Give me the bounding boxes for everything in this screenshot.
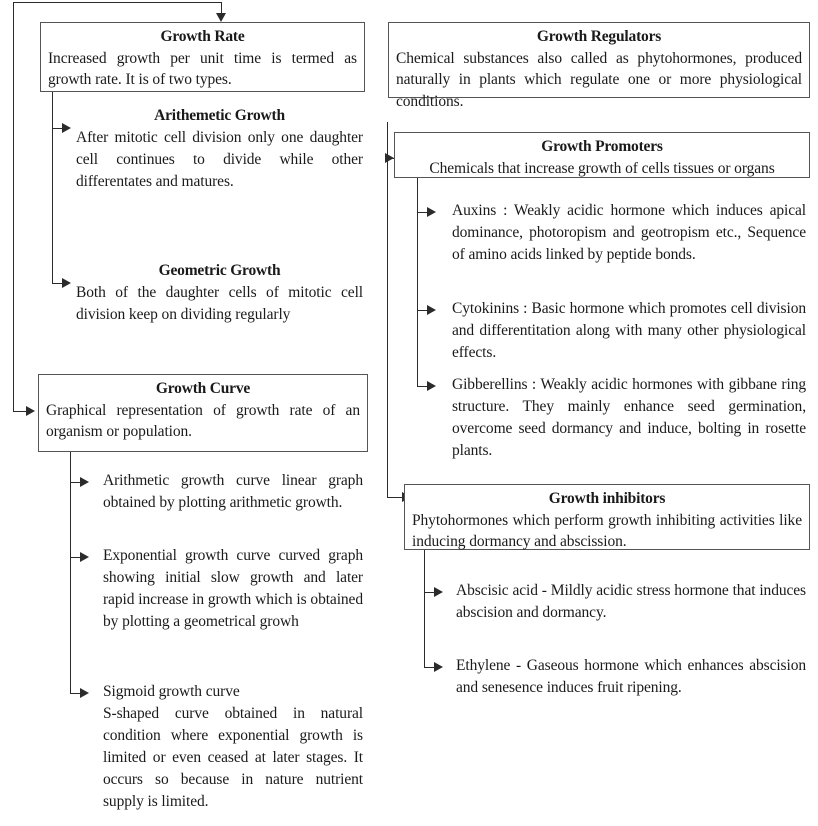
box-growth-rate[interactable] [40,22,365,92]
block-geometric-growth[interactable] [76,261,363,326]
growth-curve-body: Graphical representation of growth rate of an organism or population. [46,401,360,441]
list-item-ethylene[interactable] [456,655,806,699]
ethylene-text: Ethylene - Gaseous hormone which enhances abscision and senesence induces fruit ripening. [456,657,806,696]
arrow-into-arithemetic-growth [62,123,71,133]
growth-inhibitors-body: Phytohormones which perform growth inhibiting activities like inducing dormancy and abscission. [412,511,802,551]
arrow-into-ethylene [434,662,443,672]
arrow-into-sigmoid-curve [80,688,89,698]
arrow-into-arithmetic-curve [80,477,89,487]
list-item-sigmoid-growth-curve[interactable] [103,681,363,813]
list-item-exponential-growth-curve[interactable] [103,545,363,633]
growth-rate-branch-trunk [52,92,53,283]
growth-inhibitors-title: Growth inhibitors [548,490,666,507]
growth-rate-title: Growth Rate [160,28,245,45]
list-item-arithmetic-growth-curve[interactable] [103,470,363,514]
arrow-into-growth-curve [26,406,35,416]
arrow-into-exponential-curve [80,552,89,562]
regulators-spine-vertical [387,122,388,497]
exponential-growth-curve-text: Exponential growth curve curved graph showing initial slow growth and later rapid increase in growth which is obtained by plotting a geometrical growh [103,547,363,630]
list-item-gibberellins[interactable] [452,374,806,462]
cytokinins-text: Cytokinins : Basic hormone which promotes cell division and differentitation along with many other physiological effects. [452,300,806,361]
box-growth-inhibitors[interactable] [404,484,810,550]
box-growth-curve[interactable] [38,374,368,452]
arrow-into-auxins [427,207,436,217]
growth-regulators-title: Growth Regulators [536,28,662,45]
growth-regulators-body: Chemical substances also called as phytohormones, produced naturally in plants which regulate one or more physiological conditions. [396,49,802,110]
growth-rate-body: Increased growth per unit time is termed as growth rate. It is of two types. [48,49,357,89]
list-item-cytokinins[interactable] [452,298,806,364]
arrow-into-abscisic-acid [434,587,443,597]
geometric-growth-body: Both of the daughter cells of mitotic cell division keep on dividing regularly [76,284,363,324]
left-spine-vertical [13,2,14,411]
box-growth-promoters[interactable] [394,132,810,178]
promoters-branch-trunk [417,178,418,386]
arrow-into-growth-promoters [385,153,394,163]
growth-promoters-title: Growth Promoters [541,138,663,155]
arithemetic-growth-body: After mitotic cell division only one daughter cell continues to divide while other differentates and matures. [76,129,363,191]
growth-curve-branch-trunk [70,452,71,693]
list-item-auxins[interactable] [452,200,806,266]
arrow-into-cytokinins [427,305,436,315]
gibberellins-text: Gibberellins : Weakly acidic hormones with gibbane ring structure. They mainly enhance seed germination, overcome seed dormancy and induce, bolting in rosette plants. [452,376,806,459]
box-growth-regulators[interactable] [388,22,810,110]
growth-curve-title: Growth Curve [155,380,251,397]
arithemetic-growth-title: Arithemetic Growth [154,107,285,124]
abscisic-acid-text: Abscisic acid - Mildly acidic stress hormone that induces abscision and dormancy. [456,582,806,621]
block-arithemetic-growth[interactable] [76,106,363,193]
arrow-into-geometric-growth [62,278,71,288]
sigmoid-growth-curve-heading: Sigmoid growth curve [103,683,240,700]
arrow-into-gibberellins [427,381,436,391]
sigmoid-growth-curve-body: S-shaped curve obtained in natural condition where exponential growth is limited or even ceased at later stages. It occurs so because in nature nutrient supply is limited. [103,705,363,810]
geometric-growth-title: Geometric Growth [158,262,281,279]
auxins-text: Auxins : Weakly acidic hormone which induces apical dominance, photoropism and geotropism etc., Sequence of amino acids linked by peptide bonds. [452,202,806,263]
list-item-abscisic-acid[interactable] [456,580,806,624]
inhibitors-branch-trunk [424,550,425,667]
top-left-feeder-horizontal [13,2,221,3]
growth-promoters-body: Chemicals that increase growth of cells tissues or organs [429,159,775,177]
arrow-into-growth-rate [216,13,226,22]
arithmetic-growth-curve-text: Arithmetic growth curve linear graph obtained by plotting arithmetic growth. [103,472,363,511]
